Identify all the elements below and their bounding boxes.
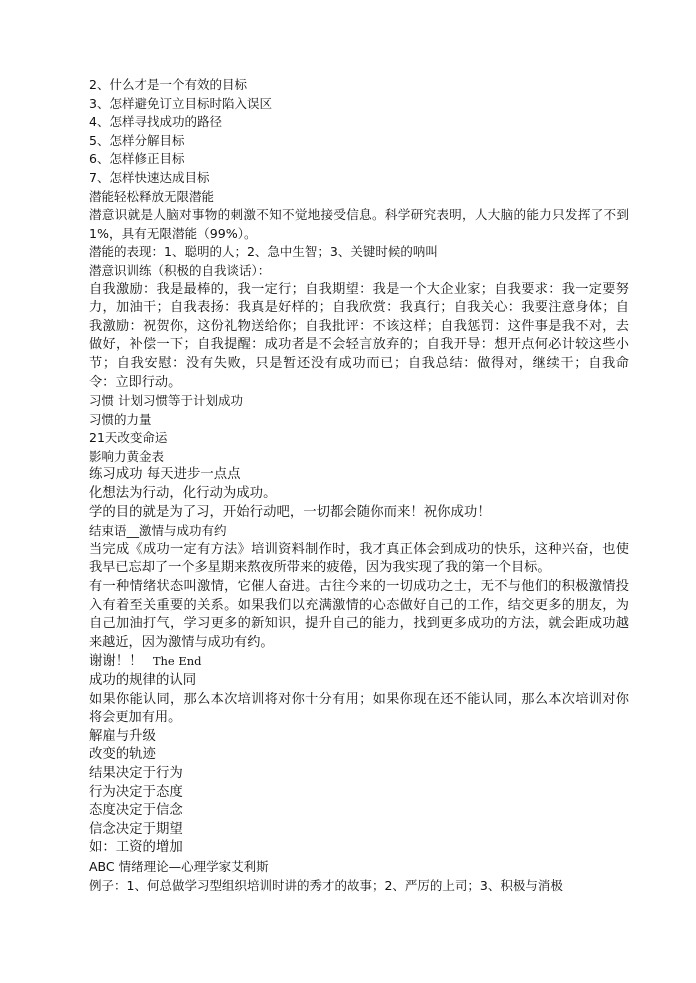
tail-line: 结果决定于行为 xyxy=(89,765,183,781)
thanks-line xyxy=(89,652,629,672)
action-line: 化想法为行动，化行动为成功。 xyxy=(89,486,277,502)
habit-line: 习惯 计划习惯等于计划成功 xyxy=(89,393,243,409)
list-item-2: 2、什么才是一个有效的目标 xyxy=(89,77,247,92)
habit-line: 习惯的力量 xyxy=(89,411,152,427)
conclusion-paragraph: 当完成《成功一定有方法》培训资料制作时，我才真正体会到成功的快乐，这种兴奋，也使我早已忘却了一个多星期来熬夜所带来的疲倦，因为我实现了我的第一个目标。 xyxy=(89,541,629,576)
abc-line: ABC 情绪理论—心理学家艾利斯 xyxy=(89,858,269,874)
thanks-text: 谢谢！！ xyxy=(89,654,143,670)
example-line: 例子：1、何总做学习型组织培训时讲的秀才的故事；2、严厉的上司；3、积极与消极 xyxy=(89,877,563,893)
potential-expression: 潜能的表现：1、聪明的人；2、急中生智；3、关键时候的呐叫 xyxy=(89,244,438,260)
document-body xyxy=(89,76,629,895)
tail-line: 行为决定于态度 xyxy=(89,784,183,800)
tail-line: 态度决定于信念 xyxy=(89,803,183,819)
list-item-7: 7、怎样快速达成目标 xyxy=(89,169,210,185)
list-item-3: 3、怎样避免订立目标时陷入误区 xyxy=(89,95,272,111)
tail-line: 解雇与升级 xyxy=(89,728,156,744)
self-talk-title: 潜意识训练（积极的自我谈话）： xyxy=(89,262,271,278)
rule-title: 成功的规律的认同 xyxy=(89,673,197,688)
the-end-text: The End xyxy=(152,654,202,669)
purpose-line: 学的目的就是为了习，开始行动吧，一切都会随你而来！祝你成功！ xyxy=(89,504,491,520)
list-item-5: 5、怎样分解目标 xyxy=(89,132,185,148)
tail-line: 信念决定于期望 xyxy=(89,821,183,837)
habit-line: 练习成功 每天进步一点点 xyxy=(89,467,241,483)
self-talk-paragraph: 自我激励：我是最棒的，我一定行；自我期望：我是一个大企业家；自我要求：我一定要努力，加油干；自我表扬：我真是好样的；自我欣赏：我真行；自我关心：我要注意身体；自我激励：祝贺你，这份礼物送给你；自我批评：不该这样；自我惩罚：这件事是我不对，去做好，补偿一下；自我提醒：成功者是不会轻言放弃的；自我开导：想开点何必计较这些小节；自我安慰：没有失败，只是暂还没有成功而已；自我总结：做得对，继续干；自我命令：立即行动。 xyxy=(89,281,629,390)
tail-line: 改变的轨迹 xyxy=(89,747,156,763)
list-item-6: 6、怎样修正目标 xyxy=(89,151,185,167)
conclusion-paragraph: 有一种情绪状态叫激情，它催人奋进。古往今来的一切成功之士，无不与他们的积极激情投入有着至关重要的关系。如果我们以充满激情的心态做好自己的工作，结交更多的朋友，为自己加油打气，学习更多的新知识，提升自己的能力，找到更多成功的方法，就会距成功越来越近，因为激情与成功有约。 xyxy=(89,579,629,650)
list-item-4: 4、怎样寻找成功的路径 xyxy=(89,114,222,130)
tail-line: 如：工资的增加 xyxy=(89,840,183,856)
conclusion-title: 结束语__激情与成功有约 xyxy=(89,523,227,539)
section-heading-potential: 潜能轻松释放无限潜能 xyxy=(89,188,215,204)
habit-line: 影响力黄金表 xyxy=(89,448,165,464)
rule-paragraph: 如果你能认同，那么本次培训将对你十分有用；如果你现在还不能认同，那么本次培训对你将会更加有用。 xyxy=(89,691,629,726)
subconscious-paragraph: 潜意识就是人脑对事物的刺激不知不觉地接受信息。科学研究表明，人大脑的能力只发挥了不到1%，具有无限潜能（99%）。 xyxy=(89,207,629,241)
habit-line: 21天改变命运 xyxy=(89,430,168,446)
